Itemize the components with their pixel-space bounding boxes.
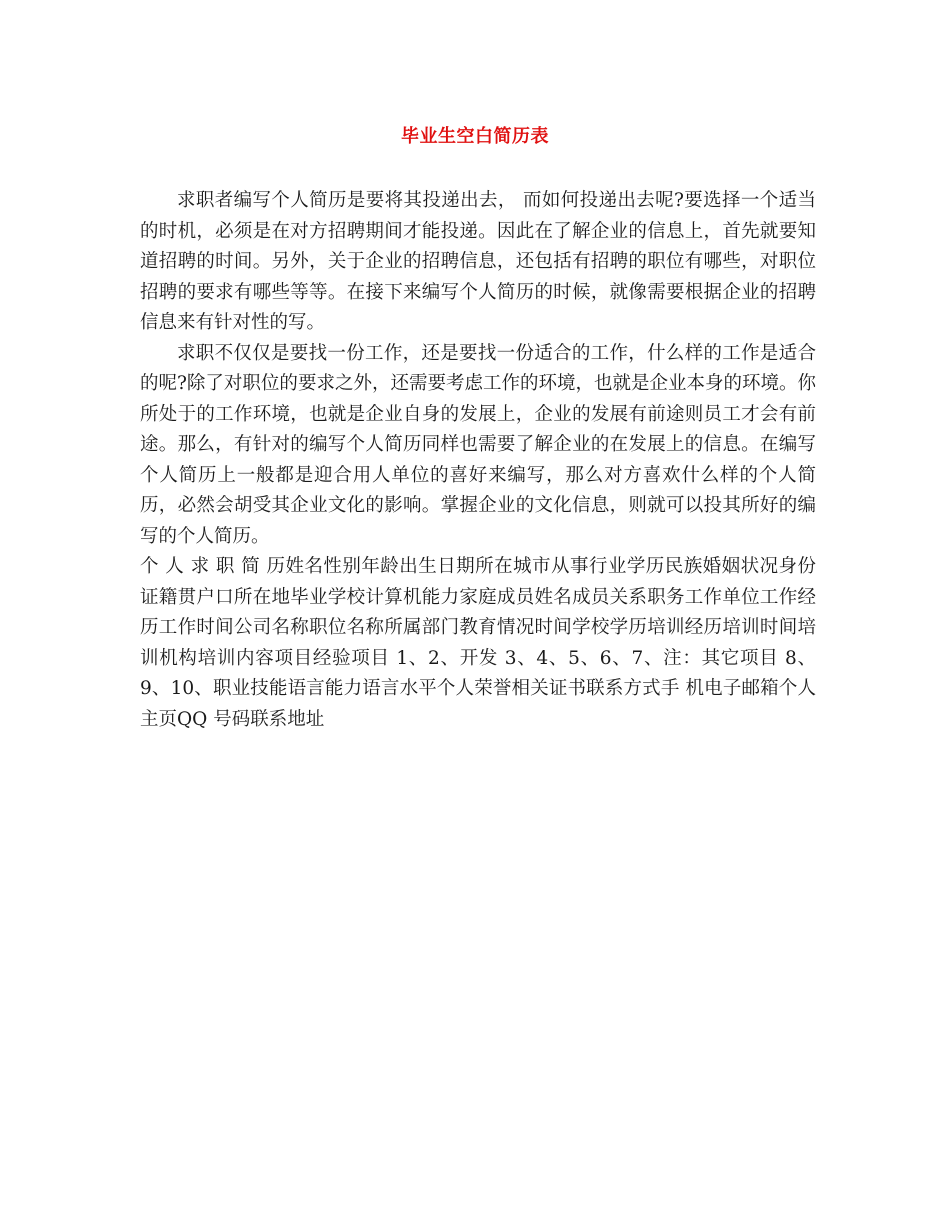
- paragraph-1: 求职者编写个人简历是要将其投递出去， 而如何投递出去呢?要选择一个适当的时机，必须是在对方招聘期间才能投递。因此在了解企业的信息上，首先就要知道招聘的时间。另外，关于企业的招聘信息，还包括有招聘的职位有哪些，对职位招聘的要求有哪些等等。在接下来编写个人简历的时候，就像需要根据企业的招聘信息来有针对性的写。: [140, 190, 816, 333]
- document-body: [140, 186, 816, 735]
- resume-form-text: 个 人 求 职 简 历姓名性别年龄出生日期所在城市从事行业学历民族婚姻状况身份证籍贯户口所在地毕业学校计算机能力家庭成员姓名成员关系职务工作单位工作经历工作时间公司名称职位名称所属部门教育情况时间学校学历培训经历培训时间培训机构培训内容项目经验项目 1、2、开发 3、4、5、6、7、注：其它项目 8、9、10、职业技能语言能力语言水平个人荣誉相关证书联系方式手 机电子邮箱个人主页QQ 号码联系地址: [140, 556, 816, 730]
- document-title: 毕业生空白简历表: [401, 126, 549, 147]
- paragraph-2: 求职不仅仅是要找一份工作，还是要找一份适合的工作，什么样的工作是适合的呢?除了对职位的要求之外，还需要考虑工作的环境，也就是企业本身的环境。你所处于的工作环境，也就是企业自身的发展上，企业的发展有前途则员工才会有前途。那么，有针对的编写个人简历同样也需要了解企业的在发展上的信息。在编写个人简历上一般都是迎合用人单位的喜好来编写，那么对方喜欢什么样的个人简历，必然会胡受其企业文化的影响。掌握企业的文化信息，则就可以投其所好的编写的个人简历。: [140, 342, 816, 547]
